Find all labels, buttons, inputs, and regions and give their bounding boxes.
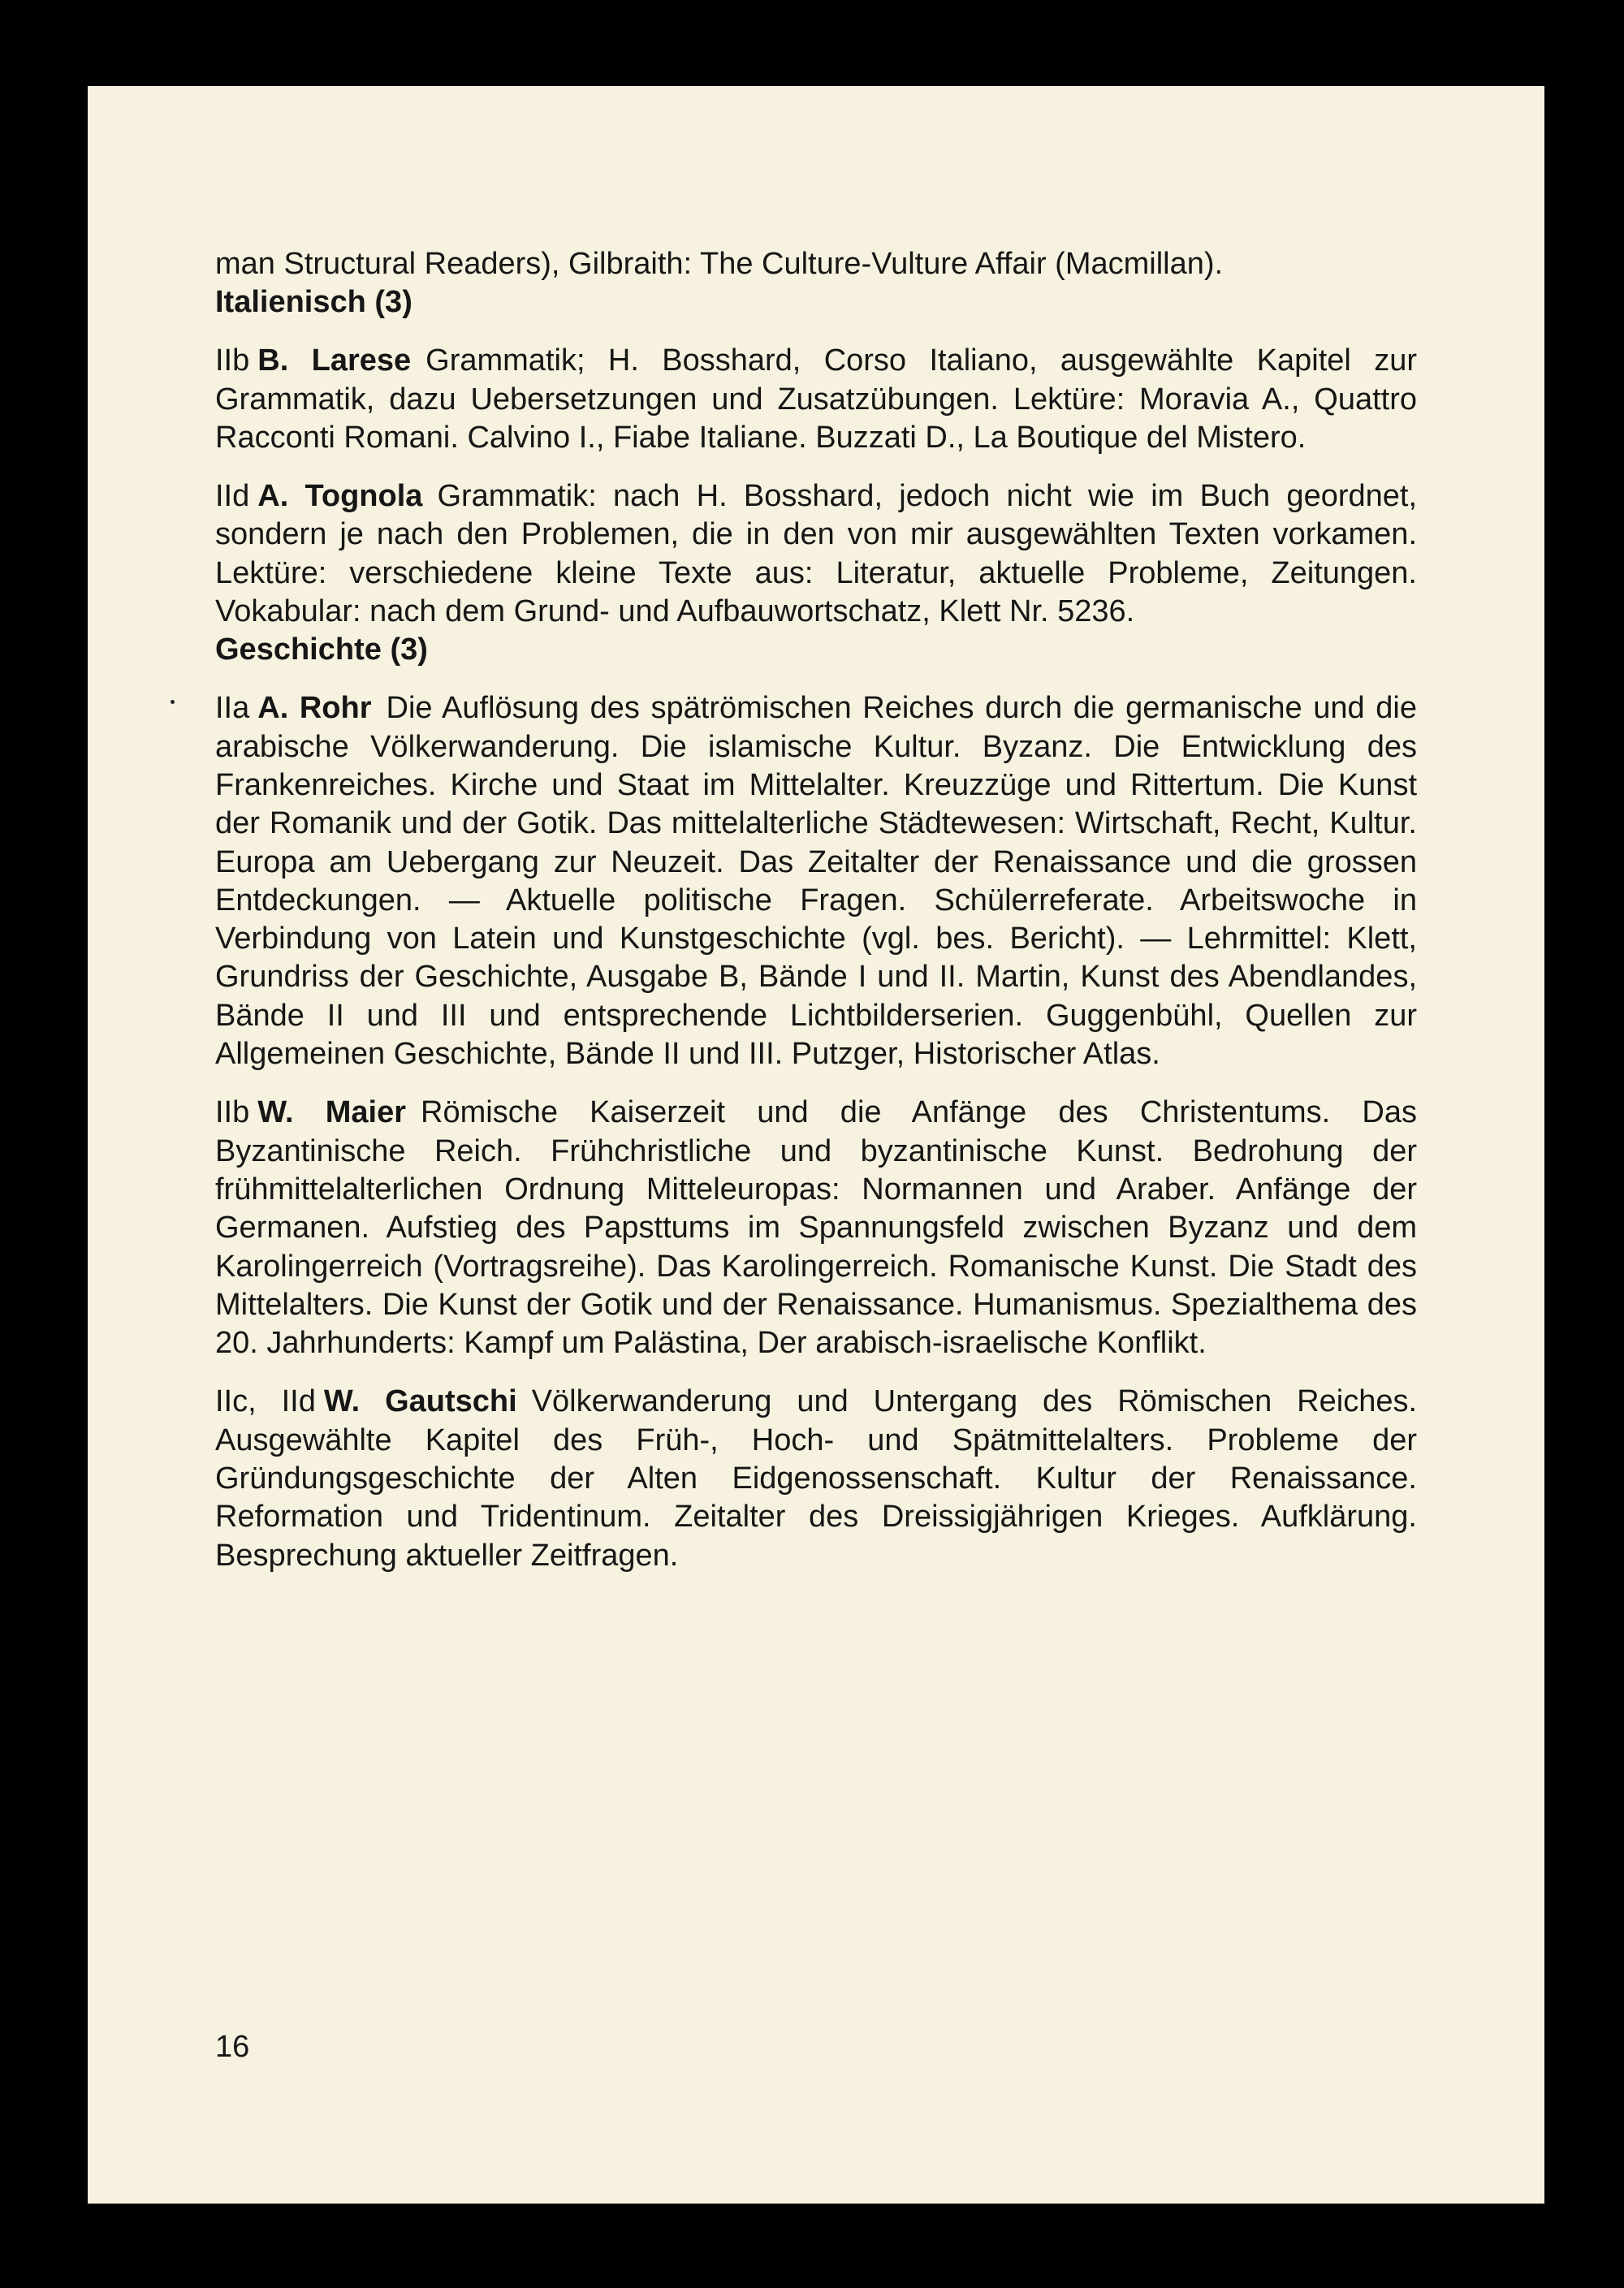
course-description: Die Auflösung des spätrömischen Reiches durch die germanische und die arabische Völkerwanderung. Die islamische Kultur. Byzanz. Die Entwicklung des Frankenreiches. Kirche und Staat im Mittelalter. Kreuzzüge und Rittertum. Die Kunst der Romanik und der Gotik. Das mittelalterliche Städtewesen: Wirtschaft, Recht, Kultur. Europa am Uebergang zur Neuzeit. Das Zeitalter der Renaissance und die grossen Entdeckungen. — Aktuelle politische Fragen. Schülerreferate. Arbeitswoche in Verbindung von Latein und Kunstgeschichte (vgl. bes. Bericht). — Lehrmittel: Klett, Grundriss der Geschichte, Ausgabe B, Bände I und II. Martin, Kunst des Abendlandes, Bände II und III und entsprechende Lichtbilderserien. Guggenbühl, Quellen zur Allgemeinen Geschichte, Bände II und III. Putzger, Historischer Atlas. bbox=[215, 691, 1417, 1072]
course-description: Römische Kaiserzeit und die Anfänge des Christentums. Das Byzantinische Reich. Frühchristliche und byzantinische Kunst. Bedrohung der frühmittelalterlichen Ordnung Mitteleuropas: Normannen und Araber. Anfänge der Germanen. Aufstieg des Papsttums im Spannungsfeld zwischen Byzanz und dem Karolingerreich (Vortragsreihe). Das Karolingerreich. Romanische Kunst. Die Stadt des Mittelalters. Die Kunst der Gotik und der Renaissance. Humanismus. Spezialthema des 20. Jahrhunderts: Kampf um Palästina, Der arabisch-israelische Konflikt. bbox=[215, 1095, 1417, 1361]
course-entry-iid-tognola bbox=[215, 477, 1417, 631]
scanned-page bbox=[88, 86, 1544, 2204]
course-entry-iia-rohr bbox=[215, 689, 1417, 1073]
intro-paragraph: man Structural Readers), Gilbraith: The Culture-Vulture Affair (Macmillan). bbox=[215, 247, 1224, 281]
teacher-name: B. Larese bbox=[257, 343, 412, 378]
section-title: Geschichte bbox=[215, 632, 382, 667]
teacher-name: A. Rohr bbox=[257, 691, 372, 726]
teacher-name: W. Maier bbox=[257, 1095, 407, 1130]
course-description: Grammatik; H. Bosshard, Corso Italiano, ausgewählte Kapitel zur Grammatik, dazu Uebersetzungen und Zusatzübungen. Lektüre: Moravia A., Quattro Racconti Romani. Calvino I., Fiabe Italiane. Buzzati D., La Boutique del Mistero. bbox=[215, 343, 1417, 455]
class-label: IIa bbox=[215, 691, 250, 726]
course-description: Völkerwanderung und Untergang des Römischen Reiches. Ausgewählte Kapitel des Früh-, Hoch- und Spätmittelalters. Probleme der Gründungsgeschichte der Alten Eidgenossenschaft. Kultur der Renaissance. Reformation und Tridentinum. Zeitalter des Dreissigjährigen Krieges. Aufklärung. Besprechung aktueller Zeitfragen. bbox=[215, 1384, 1418, 1573]
section-title: Italienisch bbox=[215, 285, 366, 320]
section-hours: (3) bbox=[390, 632, 428, 667]
section-heading-italienisch bbox=[215, 283, 1417, 322]
page-number: 16 bbox=[215, 2030, 250, 2064]
course-entry-iib-maier bbox=[215, 1094, 1417, 1362]
teacher-name: W. Gautschi bbox=[323, 1384, 517, 1419]
class-label: IIc, IId bbox=[215, 1384, 316, 1419]
course-entry-iib-larese bbox=[215, 342, 1417, 457]
page-content bbox=[215, 245, 1417, 1575]
course-description: Grammatik: nach H. Bosshard, jedoch nicht wie im Buch geordnet, sondern je nach den Problemen, die in den von mir ausgewählten Texten vorkamen. Lektüre: verschiedene kleine Texte aus: Literatur, aktuelle Probleme, Zeitungen. Vokabular: nach dem Grund- und Aufbauwortschatz, Klett Nr. 5236. bbox=[215, 479, 1418, 629]
section-heading-geschichte bbox=[215, 631, 1417, 669]
teacher-name: A. Tognola bbox=[257, 479, 423, 514]
scan-speck bbox=[171, 700, 175, 704]
class-label: IIb bbox=[215, 1095, 250, 1130]
class-label: IId bbox=[215, 479, 250, 514]
course-entry-iic-iid-gautschi bbox=[215, 1383, 1417, 1574]
section-hours: (3) bbox=[374, 285, 412, 320]
class-label: IIb bbox=[215, 343, 250, 378]
